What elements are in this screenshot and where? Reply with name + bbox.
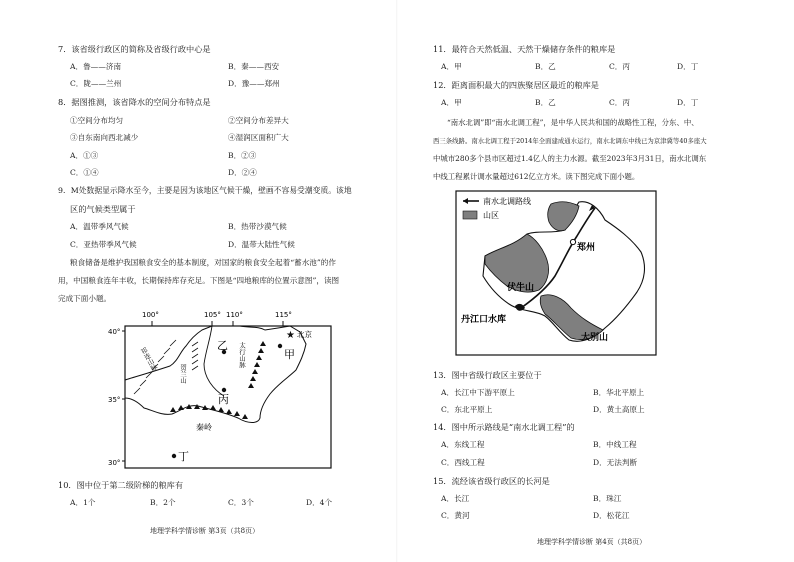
dabie-mountain-label: 大别山	[581, 333, 609, 343]
q12-option-b: B．乙	[535, 98, 556, 107]
q8-option-c: C．①④	[70, 168, 99, 177]
q11-option-c: C．丙	[609, 62, 630, 71]
q12-stem: 12．距离面积最大的四族聚居区最近的粮库是	[433, 80, 599, 90]
granary-intro-line1: 粮食储备是维护我国粮食安全的基本制度，对国家的粮食安全起着“蓄水池”的作	[70, 258, 336, 267]
qilian-mountains-label: 祁连山脉	[138, 346, 159, 373]
funiu-mountain-label: 伏牛山	[507, 283, 535, 293]
helan-mountain-label: 贺兰山	[179, 364, 187, 384]
q7-option-a: A．鲁——济南	[70, 62, 122, 71]
q8-item-4: ④湿润区面积广大	[228, 133, 289, 142]
q7-option-b: B．秦——西安	[228, 62, 280, 71]
q11-option-b: B．乙	[535, 62, 556, 71]
q11-option-d: D．丁	[677, 62, 699, 71]
granary-jia-dot	[278, 344, 282, 348]
lon-label-105: 105°	[204, 311, 221, 319]
water-diversion-intro-line2: 西三条线路。南水北调工程于2014年全面建成通水运行，南水北调东中线已为京津冀等40多座大	[433, 137, 707, 145]
q12-option-c: C．丙	[609, 98, 630, 107]
q14-option-c: C．西线工程	[441, 458, 485, 467]
left-page-footer: 地理学科学情诊断 第3页（共8页）	[150, 527, 260, 535]
q15-option-c: C．黄河	[441, 511, 470, 520]
granary-yi-label: 乙	[217, 339, 228, 352]
q8-item-2: ②空间分布差异大	[228, 116, 289, 125]
lon-label-110: 110°	[226, 311, 243, 319]
q14-option-d: D．无法判断	[593, 458, 638, 467]
q8-option-d: D．②④	[228, 168, 257, 177]
taihang-mountains-label: 太行山脉	[238, 342, 246, 368]
taihang-mountains-marks	[248, 341, 266, 388]
q8-stem: 8．据图推测，该省降水的空间分布特点是	[58, 97, 211, 107]
q13-stem: 13．图中省级行政区主要位于	[433, 370, 542, 380]
danjiangkou-label: 丹江口水库	[461, 315, 507, 325]
q13-option-a: A．长江中下游平原上	[441, 388, 515, 397]
q8-item-1: ①空间分布均匀	[70, 116, 124, 125]
q10-option-a: A．1个	[70, 498, 96, 507]
q9-stem-line2: 区的气候类型属于	[70, 204, 136, 214]
q11-option-a: A．甲	[441, 62, 462, 71]
granary-ding-dot	[172, 454, 176, 458]
inner-boundary	[204, 326, 224, 396]
water-diversion-intro-line4: 中线工程累计调水量超过612亿立方米。读下图完成下面小题。	[433, 172, 640, 181]
q7-option-c: C．陇——兰州	[70, 79, 122, 88]
q9-stem-line1: 9．M处数据显示降水至今，主要是因为该地区气候干燥，壁画不容易受潮变质。该地	[58, 186, 352, 195]
helan-mountain-hatch	[192, 342, 198, 370]
q9-option-b: B．热带沙漠气候	[228, 222, 287, 231]
q15-option-b: B．珠江	[593, 494, 622, 503]
lat-label-30: 30°	[108, 459, 121, 467]
zhengzhou-city-dot	[570, 239, 575, 244]
q10-option-b: B．2个	[150, 498, 176, 507]
q7-stem: 7．该省级行政区的简称及省级行政中心是	[58, 44, 211, 54]
qinling-mountains-marks	[170, 404, 248, 419]
q9-option-c: C．亚热带季风气候	[70, 240, 137, 249]
q14-stem: 14．图中所示路线是“南水北调工程”的	[433, 422, 575, 432]
beijing-star-icon: ★	[286, 330, 295, 341]
q12-option-d: D．丁	[677, 98, 699, 107]
water-diversion-intro-line3: 中城市280多个县市区超过1.4亿人的主力水源。截至2023年3月31日，南水北调东	[433, 154, 707, 163]
granary-ding-label: 丁	[178, 450, 189, 463]
q15-option-d: D．松花江	[593, 511, 630, 520]
granary-bing-dot	[222, 388, 226, 392]
lon-label-115: 115°	[275, 311, 292, 319]
lon-label-100: 100°	[142, 311, 159, 319]
q8-option-b: B．②③	[228, 151, 257, 160]
granary-jia-label: 甲	[284, 348, 295, 361]
qinling-label: 秦岭	[196, 423, 212, 432]
q10-option-d: D．4个	[306, 498, 333, 507]
granary-intro-line3: 完成下面小题。	[58, 294, 112, 303]
legend-mountain-swatch	[463, 211, 477, 219]
q10-stem: 10．图中位于第二级阶梯的粮库有	[58, 480, 184, 490]
q9-option-a: A．温带季风气候	[70, 222, 129, 231]
q11-stem: 11．最符合天然低温、天然干燥储存条件的粮库是	[433, 44, 616, 54]
q15-option-a: A．长江	[441, 494, 470, 503]
lat-label-35: 35°	[108, 396, 121, 404]
q13-option-c: C．东北平原上	[441, 405, 493, 414]
granary-intro-line2: 用，中国粮食连年丰收，长期保持库存充足。下图是“四地粮库的位置示意图”，读图	[58, 276, 340, 285]
q8-option-a: A．①③	[70, 151, 99, 160]
q7-option-d: D．豫——郑州	[228, 79, 280, 88]
legend-mountain-label: 山区	[483, 211, 499, 220]
q12-option-a: A．甲	[441, 98, 462, 107]
q8-item-3: ③自东南向西北减少	[70, 133, 139, 142]
lat-label-40: 40°	[108, 328, 121, 336]
right-page	[397, 0, 794, 562]
q13-option-b: B．华北平原上	[593, 388, 645, 397]
right-page-footer: 地理学科学情诊断 第4页（共8页）	[537, 538, 647, 546]
q15-stem: 15．流经该省级行政区的长河是	[433, 476, 550, 486]
water-diversion-intro-line1: “南水北调”即“南水北调工程”，是中华人民共和国的战略性工程，分东、中、	[447, 118, 699, 127]
q14-option-a: A．东线工程	[441, 440, 485, 449]
zhengzhou-label: 郑州	[577, 243, 596, 253]
granary-location-map	[100, 306, 340, 474]
q9-option-d: D．温带大陆性气候	[228, 240, 295, 249]
south-north-water-diversion-map	[455, 190, 657, 356]
q14-option-b: B．中线工程	[593, 440, 637, 449]
beijing-label: 北京	[297, 330, 312, 339]
granary-bing-label: 丙	[218, 393, 229, 406]
province-boundary	[125, 326, 306, 423]
q13-option-d: D．黄土高原上	[593, 405, 645, 414]
legend-route-label: 南水北调路线	[483, 197, 531, 206]
q10-option-c: C．3个	[228, 498, 254, 507]
